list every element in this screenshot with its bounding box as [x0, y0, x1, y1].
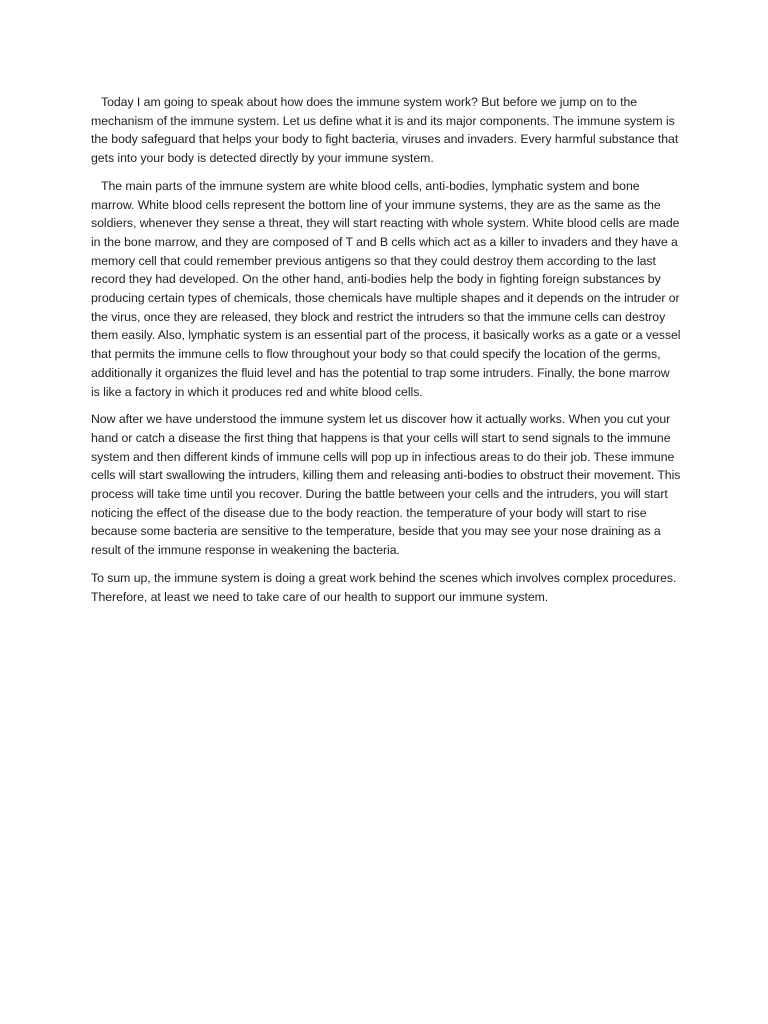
paragraph-conclusion: To sum up, the immune system is doing a great work behind the scenes which involves complex procedures. Therefore, at least we need to take care of our health to support our immune system.: [91, 570, 677, 604]
paragraph-how-it-works: Now after we have understood the immune system let us discover how it actually works. When you cut your hand or catch a disease the first thing that happens is that your cells will start to send signals to the immune system and then different kinds of immune cells will pop up in infectious areas to do their job. These immune cells will start swallowing the intruders, killing them and releasing anti-bodies to obstruct their movement. This process will take time until you recover. During the battle between your cells and the intruders, you will start noticing the effect of the disease due to the body reaction. the temperature of your body will start to rise because some bacteria are sensitive to the temperature, beside that you may see your nose draining as a result of the immune response in weakening the bacteria.: [91, 412, 681, 558]
document-body: [91, 93, 681, 615]
paragraph-main-parts: The main parts of the immune system are white blood cells, anti-bodies, lymphatic system and bone marrow. White blood cells represent the bottom line of your immune systems, they are as the same as the soldiers, whenever they sense a threat, they will start reacting with whole system. White blood cells are made in the bone marrow, and they are composed of T and B cells which act as a killer to invaders and they have a memory cell that could remember previous antigens so that they could destroy them according to the last record they had developed. On the other hand, anti-bodies help the body in fighting foreign substances by producing certain types of chemicals, those chemicals have multiple shapes and it depends on the intruder or the virus, once they are released, they block and restrict the intruders so that the immune cells can destroy them easily. Also, lymphatic system is an essential part of the process, it basically works as a gate or a vessel that permits the immune cells to flow throughout your body so that could specify the location of the germs, additionally it organizes the fluid level and has the potential to trap some intruders. Finally, the bone marrow is like a factory in which it produces red and white blood cells.: [91, 178, 681, 399]
paragraph-introduction: Today I am going to speak about how does the immune system work? But before we jump on to the mechanism of the immune system. Let us define what it is and its major components. The immune system is the body safeguard that helps your body to fight bacteria, viruses and invaders. Every harmful substance that gets into your body is detected directly by your immune system.: [91, 95, 679, 166]
